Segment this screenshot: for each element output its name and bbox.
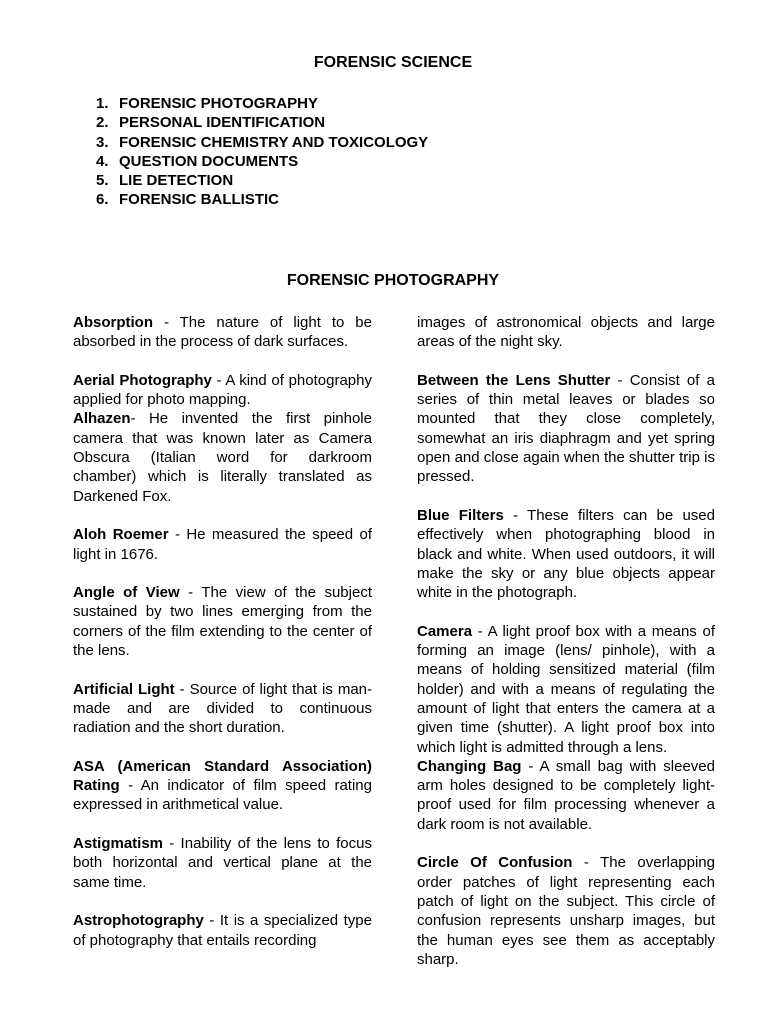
topic-number: 1. — [96, 95, 109, 112]
glossary-term: Camera — [417, 622, 473, 640]
glossary-entry — [73, 525, 372, 564]
glossary-definition: - It is a specialized type of photography that entails recording — [73, 912, 372, 949]
glossary-definition: - These filters can be used effectively when photographing blood in black and white. When used outdoors, it will make the sky or any blue objects appear white in the photograph. — [417, 506, 715, 602]
section-heading: FORENSIC PHOTOGRAPHY — [286, 272, 500, 289]
glossary-entry — [73, 583, 372, 660]
glossary-term: ASA (American Standard Association) Rating — [73, 757, 372, 795]
glossary-definition: - An indicator of film speed rating expressed in arithmetical value. — [73, 777, 372, 814]
topic-list-item — [96, 190, 428, 209]
topic-number: 5. — [96, 172, 109, 190]
glossary-term: Angle of View — [73, 584, 180, 602]
glossary-entry — [417, 506, 715, 602]
glossary-term: Alhazen — [73, 410, 131, 428]
topic-number: 6. — [96, 191, 109, 209]
glossary-definition: - He invented the first pinhole camera that was known later as Camera Obscura (Italian word for darkroom chamber) which is literally translated as Darkened Fox. — [73, 410, 372, 505]
topic-number: 2. — [96, 114, 109, 132]
topic-list-item — [96, 133, 428, 152]
glossary-definition: - A small bag with sleeved arm holes designed to be completely light-proof used for film processing whenever a dark room is not available. — [417, 757, 715, 833]
topic-label: LIE DETECTION — [119, 172, 234, 190]
topic-list-item — [96, 113, 428, 132]
glossary-definition: - The view of the subject sustained by two lines emerging from the corners of the film extending to the center of the lens. — [73, 584, 372, 660]
glossary-definition: - The nature of light to be absorbed in the process of dark surfaces. — [73, 314, 372, 351]
glossary-entry — [73, 371, 372, 410]
topic-list-item — [96, 171, 428, 190]
topic-label: FORENSIC BALLISTIC — [119, 191, 279, 209]
topic-list-item — [96, 94, 428, 113]
glossary-term: Astrophotography — [73, 912, 204, 930]
topic-number: 3. — [96, 133, 109, 151]
glossary-definition: - Inability of the lens to focus both horizontal and vertical plane at the same time. — [73, 835, 372, 891]
glossary-entry — [73, 313, 372, 352]
glossary-term: Absorption — [73, 314, 153, 331]
glossary-definition: - A kind of photography applied for photo mapping. — [73, 371, 372, 409]
glossary-definition: - Consist of a series of thin metal leaves or blades so mounted that they close completely, somewhat an iris diaphragm and yet spring open and close again when the shutter trip is pressed. — [417, 371, 715, 486]
glossary-entry — [417, 757, 715, 834]
glossary-term: Artificial Light — [73, 680, 175, 698]
glossary-term: Aloh Roemer — [73, 526, 169, 544]
topic-number: 4. — [96, 152, 109, 170]
document-title: FORENSIC SCIENCE — [313, 54, 473, 71]
glossary-term: Circle Of Confusion — [417, 854, 573, 872]
topic-list-item — [96, 152, 428, 171]
right-column — [417, 313, 715, 969]
topic-list — [96, 94, 428, 210]
topic-label: PERSONAL IDENTIFICATION — [119, 114, 326, 132]
glossary-entry — [417, 853, 715, 969]
glossary-definition: - Source of light that is man- made and are divided to continuous radiation and the short duration. — [73, 680, 372, 737]
glossary-term: Between the Lens Shutter — [417, 371, 611, 389]
left-column — [73, 313, 372, 950]
glossary-entry — [73, 757, 372, 815]
glossary-entry — [73, 911, 372, 950]
glossary-term: Astigmatism — [73, 835, 164, 853]
topic-label: FORENSIC CHEMISTRY AND TOXICOLOGY — [119, 133, 429, 151]
glossary-definition: - A light proof box with a means of forming an image (lens/ pinhole), with a means of holding sensitized material (film holder) and with a means of regulating the amount of light that enters the camera at a given time (shutter). A light proof box into which light is admitted through a lens. — [417, 622, 715, 756]
glossary-entry — [417, 313, 715, 352]
glossary-entry — [73, 680, 372, 738]
glossary-entry — [73, 834, 372, 892]
glossary-term: Changing Bag — [417, 757, 522, 775]
glossary-term: Blue Filters — [417, 506, 504, 524]
glossary-entry — [417, 371, 715, 487]
topic-label: FORENSIC PHOTOGRAPHY — [119, 95, 318, 112]
glossary-term: Aerial Photography — [73, 371, 212, 389]
glossary-entry — [73, 409, 372, 505]
glossary-definition: - The overlapping order patches of light representing each patch of light on the subject. This circle of confusion represents unsharp images, but the human eyes see them as acceptably sharp. — [417, 854, 715, 968]
glossary-definition: - He measured the speed of light in 1676. — [73, 526, 372, 563]
topic-label: QUESTION DOCUMENTS — [119, 152, 299, 170]
glossary-entry — [417, 622, 715, 757]
glossary-definition: images of astronomical objects and large areas of the night sky. — [417, 314, 715, 351]
